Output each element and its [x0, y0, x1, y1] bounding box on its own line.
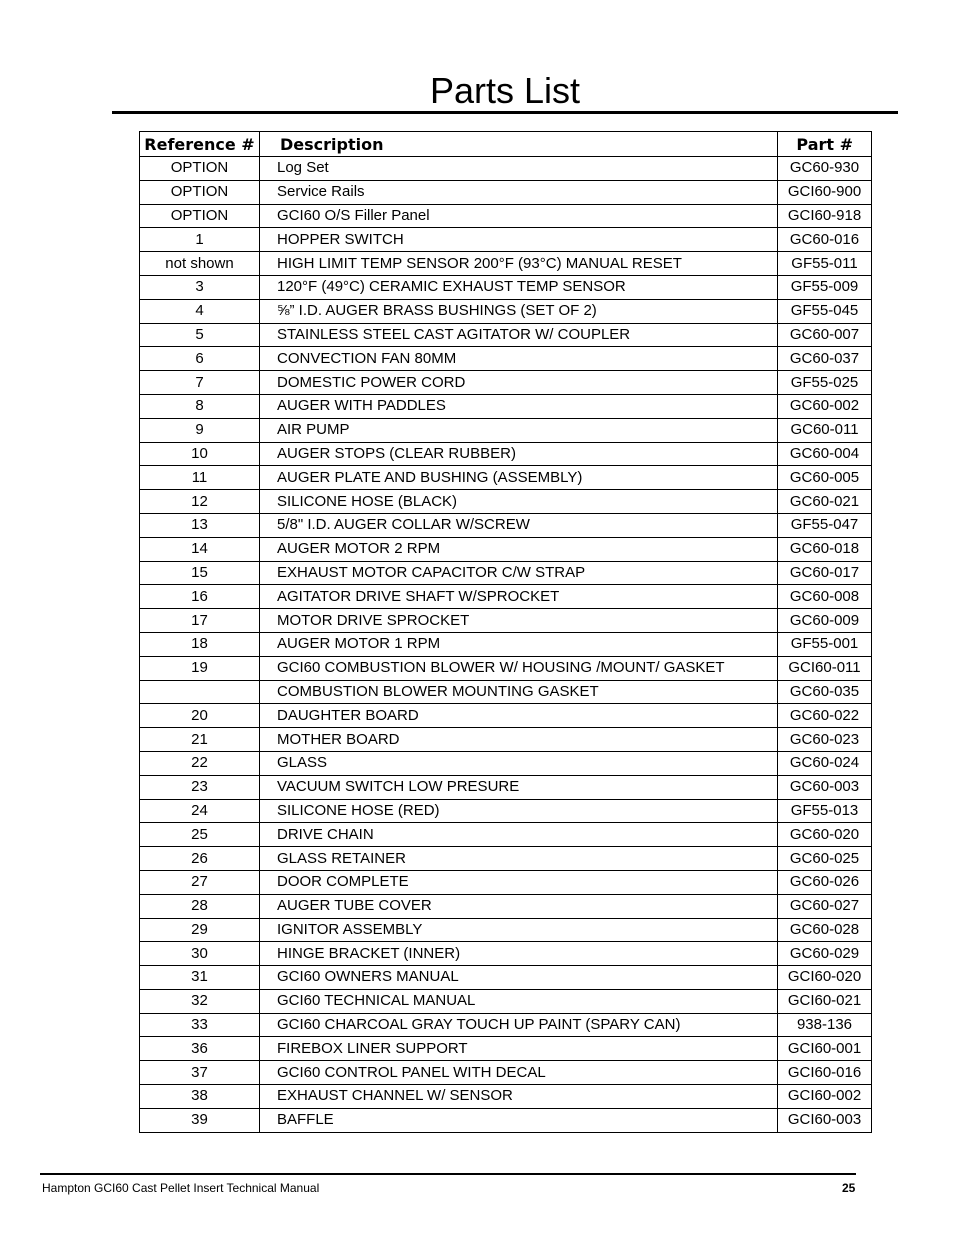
- table-row: [140, 537, 872, 561]
- table-row: [140, 204, 872, 228]
- description-cell: DOOR COMPLETE: [260, 870, 778, 894]
- description-cell: FIREBOX LINER SUPPORT: [260, 1037, 778, 1061]
- part-number-cell: GCI60-918: [778, 204, 872, 228]
- table-row: [140, 418, 872, 442]
- table-row: [140, 1013, 872, 1037]
- part-number-cell: GC60-002: [778, 394, 872, 418]
- reference-cell: 30: [140, 942, 260, 966]
- reference-cell: OPTION: [140, 157, 260, 181]
- part-number-cell: GC60-026: [778, 870, 872, 894]
- part-number-cell: GC60-020: [778, 823, 872, 847]
- description-cell: GLASS: [260, 751, 778, 775]
- description-cell: AUGER TUBE COVER: [260, 894, 778, 918]
- description-cell: IGNITOR ASSEMBLY: [260, 918, 778, 942]
- description-cell: AIR PUMP: [260, 418, 778, 442]
- reference-cell: 22: [140, 751, 260, 775]
- table-row: [140, 299, 872, 323]
- part-number-cell: GC60-018: [778, 537, 872, 561]
- description-cell: AGITATOR DRIVE SHAFT W/SPROCKET: [260, 585, 778, 609]
- table-row: [140, 870, 872, 894]
- reference-cell: 11: [140, 466, 260, 490]
- part-number-cell: GC60-022: [778, 704, 872, 728]
- part-number-cell: GC60-005: [778, 466, 872, 490]
- description-cell: GCI60 O/S Filler Panel: [260, 204, 778, 228]
- part-number-cell: GF55-001: [778, 632, 872, 656]
- table-row: [140, 751, 872, 775]
- part-number-cell: GCI60-002: [778, 1085, 872, 1109]
- description-cell: MOTHER BOARD: [260, 728, 778, 752]
- table-row: [140, 966, 872, 990]
- table-row: [140, 371, 872, 395]
- part-number-cell: GF55-047: [778, 513, 872, 537]
- table-row: [140, 656, 872, 680]
- table-row: [140, 704, 872, 728]
- table-row: [140, 847, 872, 871]
- reference-cell: 15: [140, 561, 260, 585]
- table-row: [140, 513, 872, 537]
- table-row: [140, 323, 872, 347]
- description-cell: DOMESTIC POWER CORD: [260, 371, 778, 395]
- description-cell: COMBUSTION BLOWER MOUNTING GASKET: [260, 680, 778, 704]
- reference-cell: 4: [140, 299, 260, 323]
- part-number-cell: GCI60-016: [778, 1061, 872, 1085]
- part-number-cell: GC60-016: [778, 228, 872, 252]
- reference-cell: 36: [140, 1037, 260, 1061]
- part-number-cell: GF55-013: [778, 799, 872, 823]
- description-cell: HOPPER SWITCH: [260, 228, 778, 252]
- description-cell: VACUUM SWITCH LOW PRESURE: [260, 775, 778, 799]
- description-cell: GCI60 CHARCOAL GRAY TOUCH UP PAINT (SPARY CAN): [260, 1013, 778, 1037]
- table-row: [140, 347, 872, 371]
- table-header-row: [140, 132, 872, 157]
- part-number-cell: GC60-037: [778, 347, 872, 371]
- part-number-cell: GC60-035: [778, 680, 872, 704]
- description-cell: SILICONE HOSE (BLACK): [260, 490, 778, 514]
- description-cell: BAFFLE: [260, 1108, 778, 1132]
- table-row: [140, 180, 872, 204]
- part-number-cell: GF55-025: [778, 371, 872, 395]
- table-row: [140, 275, 872, 299]
- reference-cell: 1: [140, 228, 260, 252]
- part-number-cell: GCI60-001: [778, 1037, 872, 1061]
- description-cell: SILICONE HOSE (RED): [260, 799, 778, 823]
- description-cell: HINGE BRACKET (INNER): [260, 942, 778, 966]
- column-header-part-number: Part #: [778, 132, 872, 157]
- parts-table: [139, 131, 872, 1133]
- description-cell: AUGER STOPS (CLEAR RUBBER): [260, 442, 778, 466]
- part-number-cell: GC60-029: [778, 942, 872, 966]
- part-number-cell: GC60-025: [778, 847, 872, 871]
- table-row: [140, 394, 872, 418]
- reference-cell: not shown: [140, 252, 260, 276]
- table-row: [140, 942, 872, 966]
- reference-cell: 20: [140, 704, 260, 728]
- table-row: [140, 1085, 872, 1109]
- reference-cell: OPTION: [140, 204, 260, 228]
- part-number-cell: GCI60-003: [778, 1108, 872, 1132]
- description-cell: AUGER MOTOR 1 RPM: [260, 632, 778, 656]
- part-number-cell: GC60-007: [778, 323, 872, 347]
- part-number-cell: GC60-009: [778, 609, 872, 633]
- parts-table-body: [140, 157, 872, 1133]
- column-header-reference: Reference #: [140, 132, 260, 157]
- reference-cell: 13: [140, 513, 260, 537]
- reference-cell: 8: [140, 394, 260, 418]
- title-rule: [112, 111, 898, 114]
- footer-manual-title: Hampton GCI60 Cast Pellet Insert Technical Manual: [42, 1181, 320, 1195]
- part-number-cell: GC60-028: [778, 918, 872, 942]
- description-cell: ⅝” I.D. AUGER BRASS BUSHINGS (SET OF 2): [260, 299, 778, 323]
- part-number-cell: GF55-011: [778, 252, 872, 276]
- table-row: [140, 442, 872, 466]
- reference-cell: 32: [140, 989, 260, 1013]
- description-cell: AUGER PLATE AND BUSHING (ASSEMBLY): [260, 466, 778, 490]
- table-row: [140, 585, 872, 609]
- reference-cell: 7: [140, 371, 260, 395]
- part-number-cell: GC60-017: [778, 561, 872, 585]
- part-number-cell: GCI60-021: [778, 989, 872, 1013]
- part-number-cell: GC60-004: [778, 442, 872, 466]
- description-cell: GCI60 CONTROL PANEL WITH DECAL: [260, 1061, 778, 1085]
- description-cell: EXHAUST MOTOR CAPACITOR C/W STRAP: [260, 561, 778, 585]
- footer-page-number: 25: [842, 1181, 856, 1195]
- part-number-cell: 938-136: [778, 1013, 872, 1037]
- reference-cell: 38: [140, 1085, 260, 1109]
- description-cell: Service Rails: [260, 180, 778, 204]
- reference-cell: 33: [140, 1013, 260, 1037]
- reference-cell: 24: [140, 799, 260, 823]
- table-row: [140, 989, 872, 1013]
- table-row: [140, 252, 872, 276]
- table-row: [140, 918, 872, 942]
- reference-cell: 28: [140, 894, 260, 918]
- reference-cell: [140, 680, 260, 704]
- table-row: [140, 1061, 872, 1085]
- description-cell: EXHAUST CHANNEL W/ SENSOR: [260, 1085, 778, 1109]
- reference-cell: 39: [140, 1108, 260, 1132]
- table-row: [140, 823, 872, 847]
- description-cell: AUGER WITH PADDLES: [260, 394, 778, 418]
- part-number-cell: GC60-011: [778, 418, 872, 442]
- reference-cell: 16: [140, 585, 260, 609]
- reference-cell: 17: [140, 609, 260, 633]
- part-number-cell: GC60-021: [778, 490, 872, 514]
- table-row: [140, 632, 872, 656]
- description-cell: Log Set: [260, 157, 778, 181]
- description-cell: STAINLESS STEEL CAST AGITATOR W/ COUPLER: [260, 323, 778, 347]
- page-title: Parts List: [429, 70, 581, 111]
- description-cell: 120°F (49°C) CERAMIC EXHAUST TEMP SENSOR: [260, 275, 778, 299]
- reference-cell: 9: [140, 418, 260, 442]
- description-cell: DAUGHTER BOARD: [260, 704, 778, 728]
- reference-cell: 25: [140, 823, 260, 847]
- reference-cell: 12: [140, 490, 260, 514]
- part-number-cell: GF55-045: [778, 299, 872, 323]
- description-cell: GCI60 COMBUSTION BLOWER W/ HOUSING /MOUNT/ GASKET: [260, 656, 778, 680]
- reference-cell: 6: [140, 347, 260, 371]
- description-cell: MOTOR DRIVE SPROCKET: [260, 609, 778, 633]
- reference-cell: 10: [140, 442, 260, 466]
- part-number-cell: GF55-009: [778, 275, 872, 299]
- reference-cell: 31: [140, 966, 260, 990]
- description-cell: 5/8" I.D. AUGER COLLAR W/SCREW: [260, 513, 778, 537]
- reference-cell: 19: [140, 656, 260, 680]
- description-cell: CONVECTION FAN 80MM: [260, 347, 778, 371]
- reference-cell: 37: [140, 1061, 260, 1085]
- description-cell: HIGH LIMIT TEMP SENSOR 200°F (93°C) MANUAL RESET: [260, 252, 778, 276]
- table-row: [140, 1108, 872, 1132]
- table-row: [140, 157, 872, 181]
- table-row: [140, 728, 872, 752]
- part-number-cell: GC60-003: [778, 775, 872, 799]
- table-row: [140, 609, 872, 633]
- reference-cell: 23: [140, 775, 260, 799]
- reference-cell: 29: [140, 918, 260, 942]
- reference-cell: 21: [140, 728, 260, 752]
- table-row: [140, 894, 872, 918]
- description-cell: AUGER MOTOR 2 RPM: [260, 537, 778, 561]
- table-row: [140, 799, 872, 823]
- table-row: [140, 228, 872, 252]
- part-number-cell: GCI60-900: [778, 180, 872, 204]
- column-header-description: Description: [260, 132, 778, 157]
- part-number-cell: GC60-930: [778, 157, 872, 181]
- part-number-cell: GCI60-020: [778, 966, 872, 990]
- reference-cell: 14: [140, 537, 260, 561]
- description-cell: GLASS RETAINER: [260, 847, 778, 871]
- part-number-cell: GC60-024: [778, 751, 872, 775]
- table-row: [140, 561, 872, 585]
- description-cell: GCI60 TECHNICAL MANUAL: [260, 989, 778, 1013]
- part-number-cell: GC60-027: [778, 894, 872, 918]
- reference-cell: 27: [140, 870, 260, 894]
- reference-cell: 5: [140, 323, 260, 347]
- description-cell: DRIVE CHAIN: [260, 823, 778, 847]
- description-cell: GCI60 OWNERS MANUAL: [260, 966, 778, 990]
- table-row: [140, 466, 872, 490]
- table-row: [140, 680, 872, 704]
- table-row: [140, 775, 872, 799]
- table-row: [140, 1037, 872, 1061]
- reference-cell: OPTION: [140, 180, 260, 204]
- part-number-cell: GCI60-011: [778, 656, 872, 680]
- reference-cell: 18: [140, 632, 260, 656]
- part-number-cell: GC60-023: [778, 728, 872, 752]
- part-number-cell: GC60-008: [778, 585, 872, 609]
- table-row: [140, 490, 872, 514]
- reference-cell: 3: [140, 275, 260, 299]
- footer-rule: [40, 1173, 856, 1175]
- reference-cell: 26: [140, 847, 260, 871]
